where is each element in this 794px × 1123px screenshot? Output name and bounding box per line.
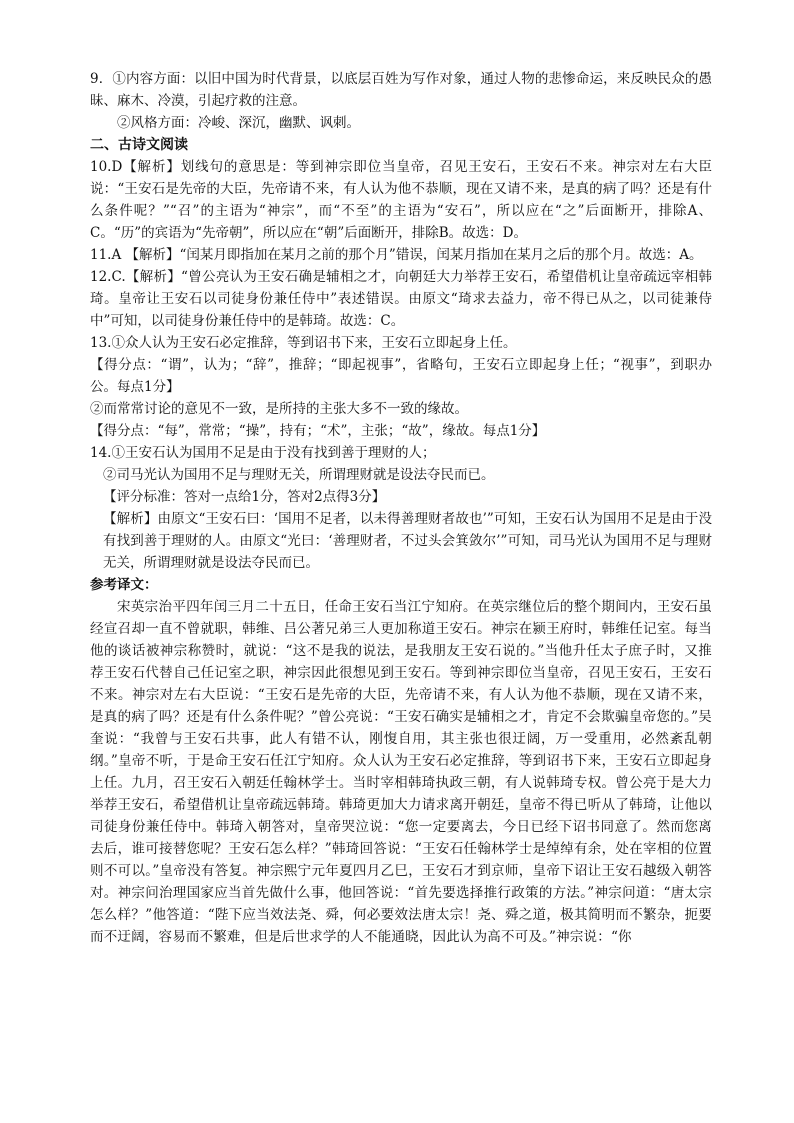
q13-answer2: ②而常常讨论的意见不一致，是所持的主张大多不一致的缘故。 (90, 401, 468, 417)
q14-standard: 【评分标准：答对一点给1分，答对2点得3分】 (103, 489, 386, 505)
q9-line2: ②风格方面：冷峻、深沉，幽默、讽刺。 (117, 115, 360, 131)
q10-answer: 10.D【解析】划线句的意思是：等到神宗即位当皇帝，召见王安石，王安石不来。神宗对左右大臣说：“王安石是先帝的大臣，先帝请不来，有人认为他不恭顺，现在又请不来，是真的病了吗？还是有什么条件呢？”“召”的主语为“神宗”，而“不至”的主语为“安石”，所以应在“之”后面断开，排除A、C。“历”的宾语为“先帝朝”，所以应在“朝”后面断开，排除B。故选：D。 (90, 159, 712, 241)
q14-analysis: 【解析】由原文“王安石曰：‘国用不足者，以未得善理财者故也’”可知，王安石认为国用不足是由于没有找到善于理财的人。由原文“光曰：‘善理财者，不过头会箕敛尔’”可知，司马光认为国用不足与理财无关，所谓理财就是设法夺民而已。 (103, 511, 712, 571)
q12-answer: 12.C.【解析】“曾公亮认为王安石确是辅相之才，向朝廷大力举荐王安石，希望借机让皇帝疏远宰相韩琦。皇帝让王安石以司徒身份兼任侍中”表述错误。由原文“琦求去益力，帝不得已从之，以司徒兼侍中”可知，以司徒身份兼任侍中的是韩琦。故选：C。 (90, 269, 712, 329)
reference-translation-title: 参考译文： (90, 577, 158, 593)
q13-score1: 【得分点：“谓”，认为；“辞”，推辞；“即起视事”，省略句，王安石立即起身上任；“视事”，到职办公。每点1分】 (90, 357, 712, 395)
q13-answer1: 13.①众人认为王安石必定推辞，等到诏书下来，王安石立即起身上任。 (90, 335, 517, 351)
q11-answer: 11.A 【解析】“闰某月即指加在某月之前的那个月”错误，闰某月指加在某月之后的那个月。故选：A。 (90, 247, 703, 263)
q14-answer1: 14.①王安石认为国用不足是由于没有找到善于理财的人； (90, 445, 436, 461)
q9-line1: 9．①内容方面：以旧中国为时代背景，以底层百姓为写作对象，通过人物的悲惨命运，来反映民众的愚昧、麻木、冷漠，引起疗救的注意。 (90, 71, 712, 109)
answer-page (90, 68, 712, 948)
reference-translation: 宋英宗治平四年闰三月二十五日，任命王安石当江宁知府。在英宗继位后的整个期间内，王安石虽经宣召却一直不曾就职，韩维、吕公著兄弟三人更加称道王安石。神宗在颍王府时，韩维任记室。每当他的谈话被神宗称赞时，就说：“这不是我的说法，是我朋友王安石说的。”当他升任太子庶子时，又推荐王安石代替自己任记室之职，神宗因此很想见到王安石。等到神宗即位当皇帝，召见王安石，王安石不来。神宗对左右大臣说：“王安石是先帝的大臣，先帝请不来，有人认为他不恭顺，现在又请不来，是真的病了吗？还是有什么条件呢？”曾公亮说：“王安石确实是辅相之才，肯定不会欺骗皇帝您的。”吴奎说：“我曾与王安石共事，此人有错不认，刚愎自用，其主张也很迂阔，万一受重用，必然紊乱朝纲。”皇帝不听，于是命王安石任江宁知府。众人认为王安石必定推辞，等到诏书下来，王安石立即起身上任。九月，召王安石入朝廷任翰林学士。当时宰相韩琦执政三朝，有人说韩琦专权。曾公亮于是大力举荐王安石，希望借机让皇帝疏远韩琦。韩琦更加大力请求离开朝廷，皇帝不得已听从了韩琦，让他以司徒身份兼任侍中。韩琦入朝答对，皇帝哭泣说：“您一定要离去，今日已经下诏书同意了。然而您离去后，谁可接替您呢？王安石怎么样？”韩琦回答说：“王安石任翰林学士是绰绰有余，处在宰相的位置则不可以。”皇帝没有答复。神宗熙宁元年夏四月乙巳，王安石才到京师，皇帝下诏让王安石越级入朝答对。神宗问治理国家应当首先做什么事，他回答说：“首先要选择推行政策的方法。”神宗问道：“唐太宗怎么样？”他答道：“陛下应当效法尧、舜，何必要效法唐太宗！尧、舜之道，极其简明而不繁杂，扼要而不迂阔，容易而不繁难，但是后世求学的人不能通晓，因此认为高不可及。”神宗说：“你 (90, 599, 712, 945)
section-heading: 二、古诗文阅读 (90, 137, 188, 153)
q14-answer2: ②司马光认为国用不足与理财无关，所谓理财就是设法夺民而已。 (103, 467, 495, 483)
q13-score2: 【得分点：“每”，常常；“操”，持有；“术”，主张；“故”，缘故。每点1分】 (90, 423, 546, 439)
